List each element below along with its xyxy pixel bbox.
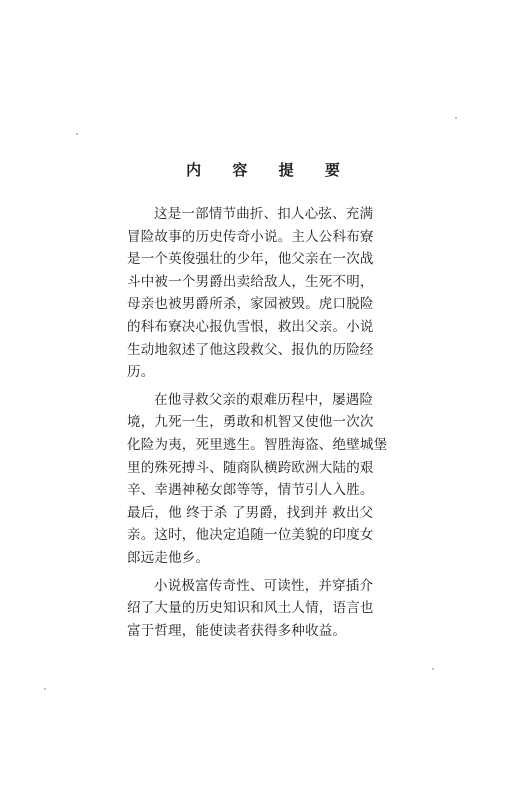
- page-title: 内 容 提 要: [186, 161, 353, 179]
- text-line: 里的殊死搏斗、随商队横跨欧洲大陆的艰: [127, 459, 374, 476]
- text-line: 化险为夷，死里逃生。智胜海盗、绝壁城堡: [127, 436, 388, 453]
- text-line: 小说极富传奇性、可读性，并穿插介: [154, 577, 374, 594]
- text-line: 境，九死一生，勇敢和机智又使他一次次: [127, 414, 374, 431]
- text-line: 辛、幸遇神秘女郎等等，情节引人入胜。: [127, 482, 374, 499]
- paragraph-2: [127, 389, 425, 570]
- scan-speck: [455, 117, 457, 119]
- text-line: 的科布寮决心报仇雪恨，救出父亲。小说: [127, 318, 374, 335]
- synopsis-body: [127, 203, 425, 647]
- text-line: 是一个英俊强壮的少年，他父亲在一次战: [127, 251, 374, 268]
- text-line: 在他寻救父亲的艰难历程中，屡遇险: [154, 391, 374, 408]
- scan-speck: [76, 133, 78, 135]
- text-line: 最后，他 终于杀 了男爵，找到并 救出父: [127, 504, 374, 521]
- text-line: 生动地叙述了他这段救父、报仇的历险经: [127, 341, 374, 358]
- text-line: 富于哲理，能使读者获得多种收益。: [127, 622, 347, 639]
- text-line: 郎远走他乡。: [127, 549, 210, 566]
- paragraph-1: [127, 203, 425, 384]
- text-line: 母亲也被男爵所杀，家园被毁。虎口脱险: [127, 296, 374, 313]
- text-line: 绍了大量的历史知识和风土人情，语言也: [127, 600, 374, 617]
- paragraph-3: [127, 575, 425, 643]
- text-line: 斗中被一个男爵出卖给敌人，生死不明，: [127, 273, 374, 290]
- text-line: 冒险故事的历史传奇小说。主人公科布寮: [127, 228, 374, 245]
- scan-speck: [44, 688, 46, 690]
- text-line: 历。: [127, 364, 155, 381]
- text-line: 这是一部情节曲折、扣人心弦、充满: [154, 206, 374, 222]
- scan-speck: [432, 668, 434, 670]
- text-line: 亲。这时，他决定追随一位美貌的印度女: [127, 527, 374, 544]
